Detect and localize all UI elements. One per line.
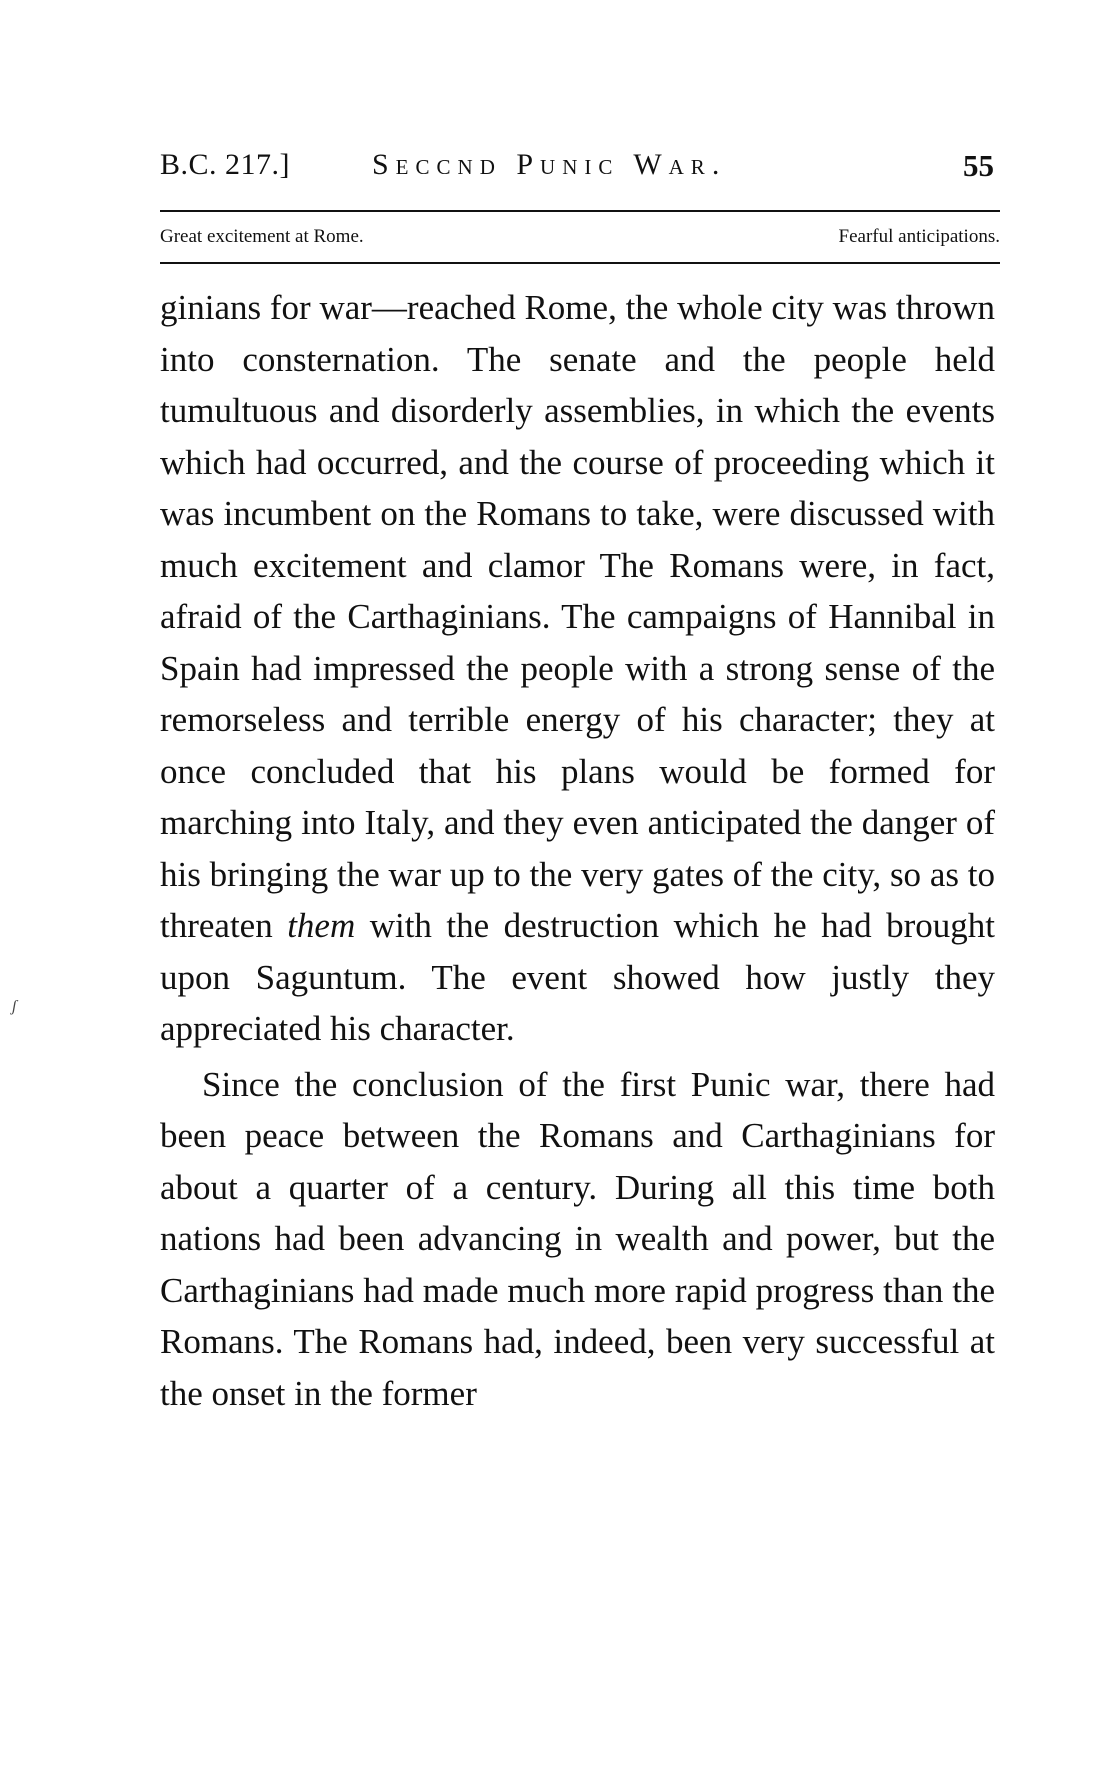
subhead-right: Fearful anticipations. bbox=[838, 226, 1000, 247]
paragraph-1-part-b: with the destruction which he had brought upon Saguntum. The event showed how justly they appreciated his character. bbox=[160, 906, 995, 1048]
header-rule-bottom bbox=[160, 262, 1000, 264]
paragraph-1-part-a: ginians for war—reached Rome, the whole city was thrown into consternation. The senate and the people held tumultuous and disorderly assemblies, in which the events which had occurred, and the course of proceeding which it was incumbent on the Romans to take, were discussed with much excitement and clamor The Romans were, in fact, afraid of the Carthaginians. The campaigns of Hannibal in Spain had impressed the people with a strong sense of the remorseless and terrible energy of his character; they at once concluded that his plans would be formed for marching into Italy, and they even anticipated the danger of his bringing the war up to the very gates of the city, so as to threaten bbox=[160, 288, 995, 945]
header-rule-top bbox=[160, 210, 1000, 212]
running-head-date: B.C. 217.] bbox=[160, 148, 291, 181]
paragraph-2: Since the conclusion of the first Punic war, there had been peace between the Romans and Carthaginians for about a quarter of a century. During all this time both nations had been advancing in wealth and power, but the Carthaginians had made much more rapid progress than the Romans. The Romans had, indeed, been very successful at the onset in the former bbox=[160, 1064, 995, 1413]
margin-mark: ʃ bbox=[12, 998, 17, 1015]
running-head-title: Seccnd Punic War. bbox=[372, 148, 727, 181]
body-text bbox=[160, 282, 995, 1419]
page-number: 55 bbox=[963, 148, 994, 183]
subheads bbox=[160, 222, 1000, 254]
running-head bbox=[160, 148, 1000, 192]
paragraph-1 bbox=[160, 282, 995, 1055]
subhead-left: Great excitement at Rome. bbox=[160, 226, 364, 247]
paragraph-1-emphasis: them bbox=[287, 906, 356, 945]
